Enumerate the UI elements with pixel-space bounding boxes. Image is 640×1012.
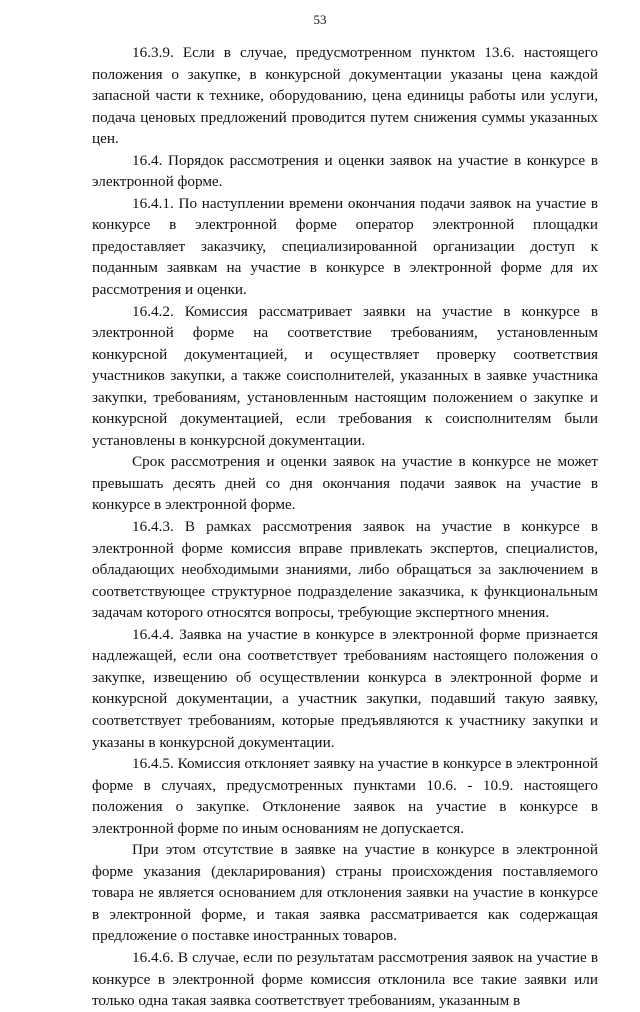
paragraph-review-term: Срок рассмотрения и оценки заявок на участие в конкурсе не может превышать десять дней со дня окончания подачи заявок на участие в конкурсе в электронной форме. [92, 453, 598, 514]
paragraph-16-4-1: 16.4.1. По наступлении времени окончания подачи заявок на участие в конкурсе в электронной форме оператор электронной площадки предоставляет заказчику, специализированной организации доступ к поданным заявкам на участие в конкурсе в электронной форме для их рассмотрения и оценки. [92, 194, 598, 299]
paragraph-16-3-9: 16.3.9. Если в случае, предусмотренном пунктом 13.6. настоящего положения о закупке, в конкурсной документации указаны цена каждой запасной части к технике, оборудованию, цена единицы работы или услуги, подача ценовых предложений проводится путем снижения суммы указанных цен. [92, 44, 598, 148]
paragraph-16-4-5: 16.4.5. Комиссия отклоняет заявку на участие в конкурсе в электронной форме в случаях, предусмотренных пунктами 10.6. - 10.9. настоящего положения о закупке. Отклонение заявок на участие в конкурсе в электронной форме по иным основаниям не допускается. [92, 755, 598, 837]
paragraph-16-4-4: 16.4.4. Заявка на участие в конкурсе в электронной форме признается надлежащей, если она соответствует требованиям настоящего положения о закупке, извещению об осуществлении конкурса в электронной форме и конкурсной документации, а участник закупки, подавший такую заявку, соответствует требованиям, которые предъявляются к участнику закупки и указаны в конкурсной документации. [92, 625, 598, 751]
paragraph-16-4-2: 16.4.2. Комиссия рассматривает заявки на участие в конкурсе в электронной форме на соответствие требованиям, установленным конкурсной документацией, и осуществляет проверку соответствия участников закупки, а также соисполнителей, указанных в заявке участника закупки, требованиям, установленным настоящим положением о закупке и конкурсной документацией, если требования к соисполнителям были установлены в конкурсной документации. [92, 302, 598, 449]
section-heading-16-4: 16.4. Порядок рассмотрения и оценки заявок на участие в конкурсе в электронной форме. [92, 151, 598, 191]
paragraph-16-4-6: 16.4.6. В случае, если по результатам рассмотрения заявок на участие в конкурсе в электронной форме комиссия отклонила все такие заявки или только одна такая заявка соответствует требованиям, указанным в [92, 948, 598, 1010]
document-body [92, 42, 598, 1012]
paragraph-16-4-3: 16.4.3. В рамках рассмотрения заявок на участие в конкурсе в электронной форме комиссия вправе привлекать экспертов, специалистов, обладающих необходимыми знаниями, либо обращаться за заключением в соответствующее структурное подразделение заказчика, к функциональным задачам которого относятся вопросы, требующие экспертного мнения. [92, 518, 598, 622]
page-number: 53 [313, 12, 327, 27]
paragraph-country-of-origin: При этом отсутствие в заявке на участие в конкурсе в электронной форме указания (декларирования) страны происхождения поставляемого товара не является основанием для отклонения заявки на участие в конкурсе в электронной форме, и такая заявка рассматривается как содержащая предложение о поставке иностранных товаров. [92, 841, 598, 945]
